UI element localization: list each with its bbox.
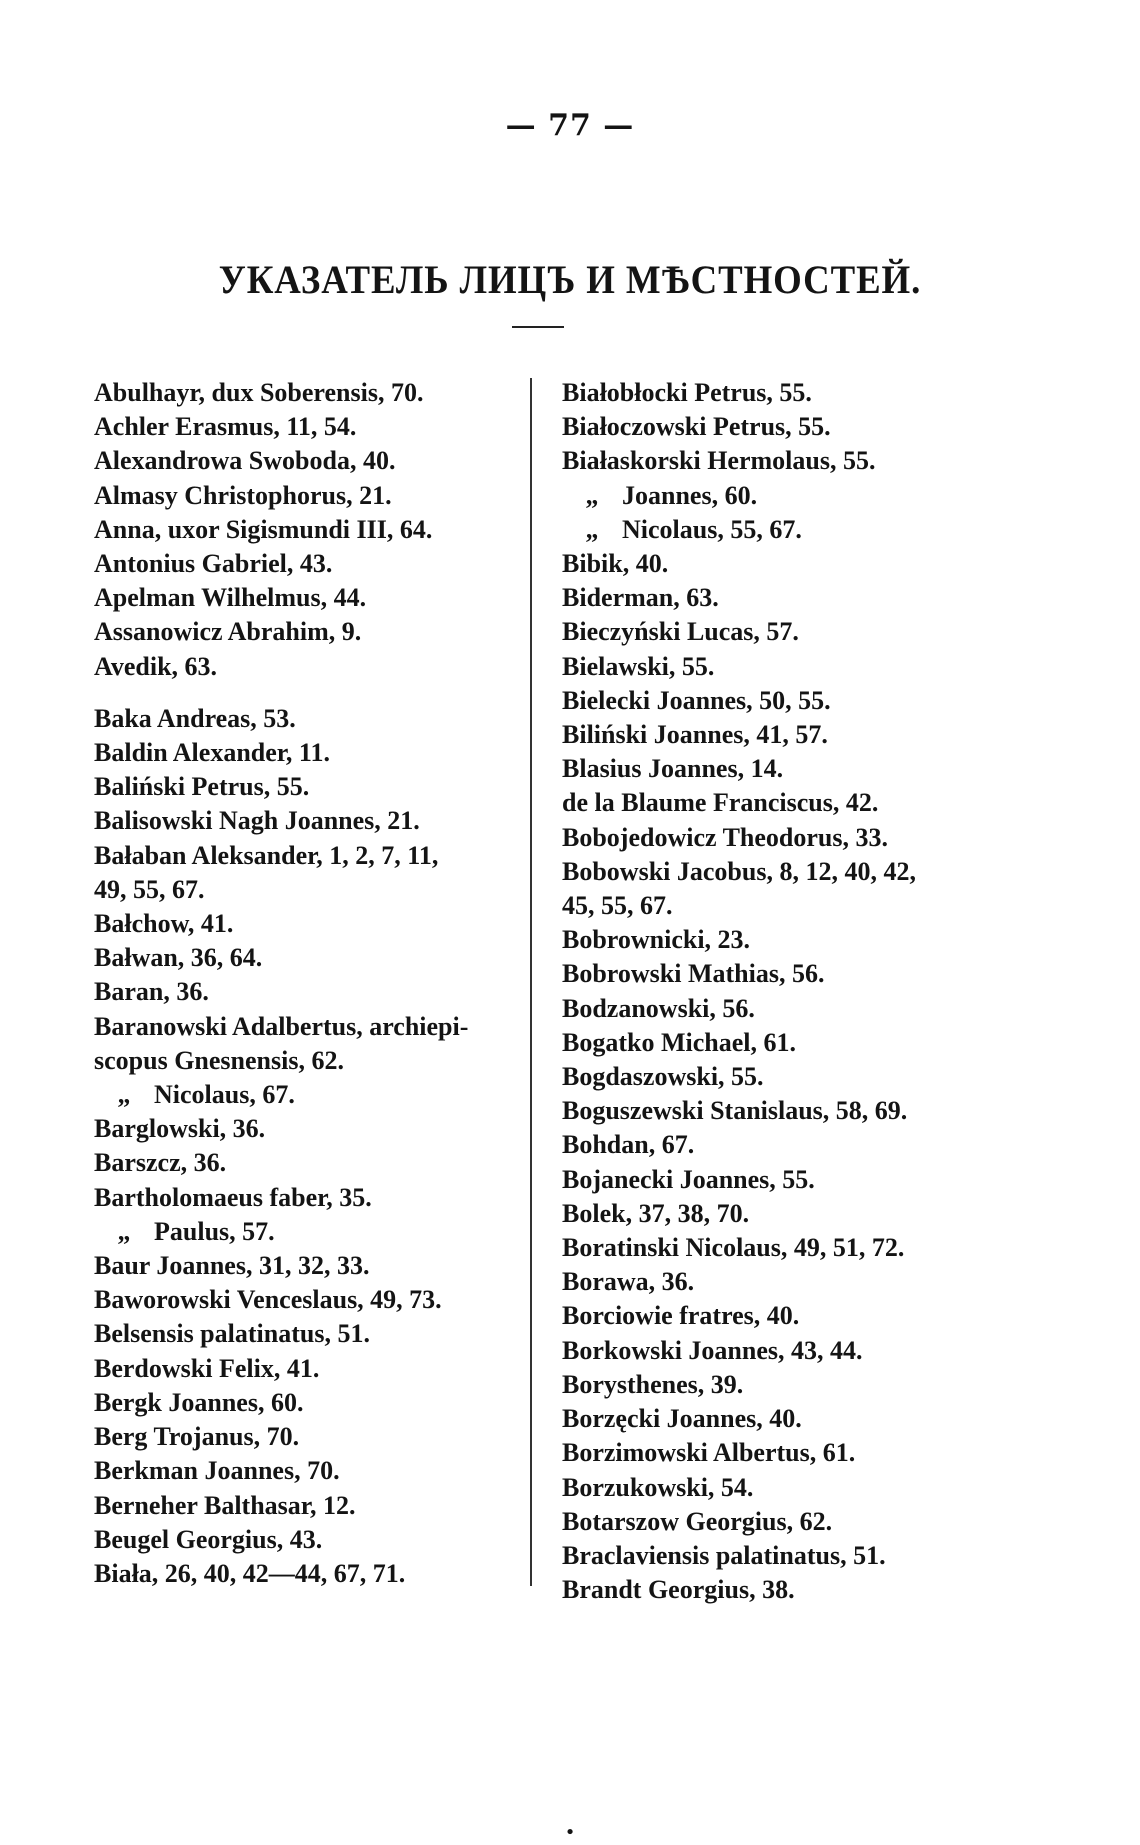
index-entry: Botarszow Georgius, 62. xyxy=(562,1506,833,1536)
ditto-mark: „ xyxy=(585,480,599,510)
index-entry: Borzęcki Joannes, 40. xyxy=(562,1404,802,1434)
index-entry: Boratinski Nicolaus, 49, 51, 72. xyxy=(562,1233,905,1263)
subentry-text: Paulus, 57. xyxy=(154,1216,275,1246)
index-entry: Bojanecki Joannes, 55. xyxy=(562,1164,815,1194)
index-entry: Brandt Georgius, 38. xyxy=(562,1575,795,1605)
index-entry: Białoczowski Petrus, 55. xyxy=(562,412,831,442)
index-entry: Barszcz, 36. xyxy=(94,1148,227,1178)
index-entry: Borzimowski Albertus, 61. xyxy=(562,1438,856,1468)
index-entry: Barglowski, 36. xyxy=(94,1114,266,1144)
index-entry: Baldin Alexander, 11. xyxy=(94,738,330,768)
index-entry: Białaskorski Hermolaus, 55. xyxy=(562,446,876,476)
index-entry: Baworowski Venceslaus, 49, 73. xyxy=(94,1285,442,1315)
ditto-mark: „ xyxy=(117,1216,131,1246)
index-entry: Białobłocki Petrus, 55. xyxy=(562,378,812,407)
subentry-text: Nicolaus, 67. xyxy=(154,1080,295,1110)
index-entry: Alexandrowa Swoboda, 40. xyxy=(94,446,396,476)
index-entry: Berkman Joannes, 70. xyxy=(94,1456,340,1486)
index-entry: Bobowski Jacobus, 8, 12, 40, 42, xyxy=(562,856,916,886)
index-entry: Belsensis palatinatus, 51. xyxy=(94,1319,370,1349)
index-entry: Bobrowski Mathias, 56. xyxy=(562,959,825,989)
index-entry: Borciowie fratres, 40. xyxy=(562,1301,800,1331)
index-entry: Avedik, 63. xyxy=(94,651,218,681)
index-entry: Bolek, 37, 38, 70. xyxy=(562,1198,750,1228)
index-entry: Bogatko Michael, 61. xyxy=(562,1027,796,1057)
index-entry: Bieczyński Lucas, 57. xyxy=(562,617,799,647)
index-entry: Borzukowski, 54. xyxy=(562,1472,754,1502)
subentry-text: Joannes, 60. xyxy=(622,480,758,510)
ditto-mark: „ xyxy=(117,1080,131,1110)
index-entry: Almasy Christophorus, 21. xyxy=(94,480,392,510)
index-entry-continuation: 49, 55, 67. xyxy=(94,874,205,904)
index-column-right xyxy=(562,376,1002,1607)
index-entry: Berg Trojanus, 70. xyxy=(94,1422,300,1452)
column-divider xyxy=(530,378,532,1586)
index-entry: Bałchow, 41. xyxy=(94,909,234,939)
index-entry: Baka Andreas, 53. xyxy=(94,703,296,733)
index-entry: Biderman, 63. xyxy=(562,583,719,613)
index-subentry xyxy=(562,479,1002,513)
index-entry: Baur Joannes, 31, 32, 33. xyxy=(94,1251,370,1281)
index-entry: Borawa, 36. xyxy=(562,1267,695,1297)
index-entry: Anna, uxor Sigismundi III, 64. xyxy=(94,514,433,544)
index-entry: Balisowski Nagh Joannes, 21. xyxy=(94,806,420,836)
bottom-mark: • xyxy=(564,1822,576,1843)
index-entry: Achler Erasmus, 11, 54. xyxy=(94,412,357,442)
index-entry: Baranowski Adalbertus, archiepi- xyxy=(94,1011,469,1041)
index-entry: Blasius Joannes, 14. xyxy=(562,754,784,784)
index-entry: Baliński Petrus, 55. xyxy=(94,772,310,802)
index-entry: Bodzanowski, 56. xyxy=(562,993,755,1023)
index-column-left xyxy=(94,376,514,1591)
index-entry: Beugel Georgius, 43. xyxy=(94,1524,323,1554)
index-entry: Bielawski, 55. xyxy=(562,651,715,681)
index-entry: Bartholomaeus faber, 35. xyxy=(94,1182,372,1212)
index-entry: Bałaban Aleksander, 1, 2, 7, 11, xyxy=(94,840,439,870)
index-entry: Bibik, 40. xyxy=(562,549,669,579)
index-entry: Borysthenes, 39. xyxy=(562,1369,744,1399)
page-title: УКАЗАТЕЛЬ ЛИЦЪ И МѢСТНОСТЕЙ. xyxy=(218,257,922,302)
ditto-mark: „ xyxy=(585,514,599,544)
index-entry: Bobrownicki, 23. xyxy=(562,925,751,955)
page-number: — 77 — xyxy=(505,108,635,143)
section-gap xyxy=(94,684,514,702)
index-entry: Apelman Wilhelmus, 44. xyxy=(94,583,367,613)
index-entry: Assanowicz Abrahim, 9. xyxy=(94,617,362,647)
index-entry: de la Blaume Franciscus, 42. xyxy=(562,788,879,818)
index-entry: Abulhayr, dux Soberensis, 70. xyxy=(94,378,424,407)
index-entry: Borkowski Joannes, 43, 44. xyxy=(562,1335,863,1365)
subentry-text: Nicolaus, 55, 67. xyxy=(622,514,802,544)
index-entry: Bogdaszowski, 55. xyxy=(562,1062,764,1092)
index-entry: Braclaviensis palatinatus, 51. xyxy=(562,1540,886,1570)
index-entry-continuation: 45, 55, 67. xyxy=(562,891,673,921)
index-entry: Berneher Balthasar, 12. xyxy=(94,1490,356,1520)
index-entry: Boguszewski Stanislaus, 58, 69. xyxy=(562,1096,908,1126)
index-entry: Bergk Joannes, 60. xyxy=(94,1387,304,1417)
title-rule xyxy=(512,326,564,328)
index-entry: Baran, 36. xyxy=(94,977,209,1007)
index-entry: Antonius Gabriel, 43. xyxy=(94,549,333,579)
index-entry: Bohdan, 67. xyxy=(562,1130,695,1160)
index-subentry xyxy=(562,513,1002,547)
index-entry: Biała, 26, 40, 42—44, 67, 71. xyxy=(94,1558,406,1588)
index-subentry xyxy=(94,1078,514,1112)
index-entry: Berdowski Felix, 41. xyxy=(94,1353,320,1383)
index-entry: Biliński Joannes, 41, 57. xyxy=(562,720,828,750)
index-entry-continuation: scopus Gnesnensis, 62. xyxy=(94,1045,344,1075)
index-entry: Bielecki Joannes, 50, 55. xyxy=(562,685,831,715)
index-entry: Bobojedowicz Theodorus, 33. xyxy=(562,822,888,852)
index-subentry xyxy=(94,1215,514,1249)
index-entry: Bałwan, 36, 64. xyxy=(94,943,263,973)
